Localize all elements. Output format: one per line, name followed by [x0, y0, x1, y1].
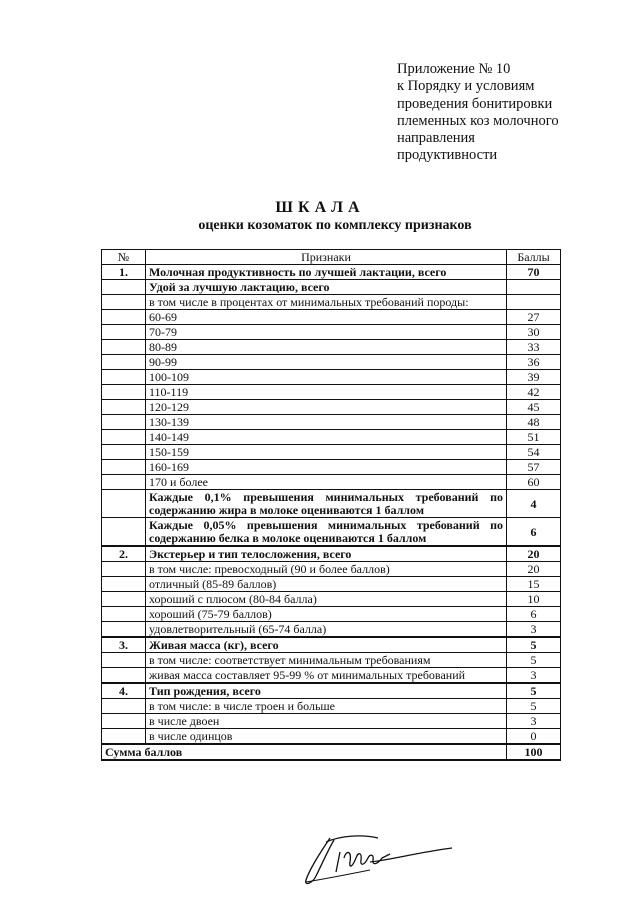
row-points: 0: [507, 729, 561, 745]
row-number: [102, 668, 146, 684]
table-row: [102, 280, 561, 295]
row-points: 30: [507, 325, 561, 340]
table-row: [102, 714, 561, 729]
table-row: [102, 622, 561, 638]
row-feature: 60-69: [146, 310, 507, 325]
table-row: [102, 729, 561, 745]
row-feature: Удой за лучшую лактацию, всего: [146, 280, 507, 295]
row-number: [102, 355, 146, 370]
row-feature: в числе одинцов: [146, 729, 507, 745]
row-feature: в том числе: превосходный (90 и более баллов): [146, 562, 507, 577]
row-number: [102, 653, 146, 668]
row-number: [102, 310, 146, 325]
row-feature: Экстерьер и тип телосложения, всего: [146, 546, 507, 562]
row-feature: Живая масса (кг), всего: [146, 637, 507, 653]
row-points: 39: [507, 370, 561, 385]
appendix-line: проведения бонитировки: [397, 95, 553, 112]
row-number: [102, 445, 146, 460]
row-number: [102, 325, 146, 340]
table-row: [102, 370, 561, 385]
row-points: 3: [507, 668, 561, 684]
row-points: 3: [507, 714, 561, 729]
row-points: 57: [507, 460, 561, 475]
row-feature: 80-89: [146, 340, 507, 355]
table-row: [102, 460, 561, 475]
row-feature: 130-139: [146, 415, 507, 430]
row-points: 20: [507, 546, 561, 562]
table-row: [102, 637, 561, 653]
row-points: 15: [507, 577, 561, 592]
row-number: [102, 475, 146, 490]
appendix-line: продуктивности: [397, 147, 498, 164]
row-points: 42: [507, 385, 561, 400]
row-points: 6: [507, 518, 561, 547]
row-feature: 90-99: [146, 355, 507, 370]
table-row: [102, 518, 561, 547]
table-row: [102, 310, 561, 325]
row-feature: Тип рождения, всего: [146, 683, 507, 699]
row-points: 48: [507, 415, 561, 430]
row-points: 51: [507, 430, 561, 445]
row-feature: живая масса составляет 95-99 % от минимальных требований: [146, 668, 507, 684]
table-header-row: [102, 250, 561, 265]
row-number: [102, 622, 146, 638]
table-row: [102, 577, 561, 592]
row-feature: 70-79: [146, 325, 507, 340]
row-number: [102, 415, 146, 430]
row-feature: Каждые 0,05% превышения минимальных требований по содержанию белка в молоке оцениваются 1 баллом: [146, 518, 507, 547]
row-points: 33: [507, 340, 561, 355]
row-feature: в числе двоен: [146, 714, 507, 729]
table-row: [102, 430, 561, 445]
row-points: 5: [507, 637, 561, 653]
row-number: [102, 400, 146, 415]
row-number: 1.: [102, 265, 146, 280]
row-points: 36: [507, 355, 561, 370]
table-row: [102, 445, 561, 460]
table-row: [102, 325, 561, 340]
row-points: 20: [507, 562, 561, 577]
row-points: 4: [507, 490, 561, 518]
header-points: Баллы: [507, 250, 561, 265]
row-number: [102, 295, 146, 310]
table-row: [102, 607, 561, 622]
row-feature: Каждые 0,1% превышения минимальных требований по содержанию жира в молоке оцениваются 1 баллом: [146, 490, 507, 518]
row-feature: хороший с плюсом (80-84 балла): [146, 592, 507, 607]
row-number: [102, 385, 146, 400]
row-number: [102, 460, 146, 475]
row-feature: в том числе: соответствует минимальным требованиям: [146, 653, 507, 668]
table-row: [102, 592, 561, 607]
row-number: 3.: [102, 637, 146, 653]
row-points: 5: [507, 653, 561, 668]
row-feature: 110-119: [146, 385, 507, 400]
row-points: 3: [507, 622, 561, 638]
row-number: [102, 370, 146, 385]
table-row: [102, 490, 561, 518]
row-points: 5: [507, 699, 561, 714]
row-number: [102, 714, 146, 729]
appendix-line: к Порядку и условиям: [397, 78, 535, 95]
row-feature: отличный (85-89 баллов): [146, 577, 507, 592]
scoring-table: [101, 249, 561, 761]
row-feature: в том числе: в числе троен и больше: [146, 699, 507, 714]
total-points: 100: [507, 744, 561, 760]
appendix-line: направления: [397, 130, 475, 147]
table-row: [102, 668, 561, 684]
table-row: [102, 355, 561, 370]
row-points: 10: [507, 592, 561, 607]
table-body: [102, 265, 561, 761]
appendix-note: [397, 61, 627, 165]
table-row: [102, 653, 561, 668]
row-points: [507, 280, 561, 295]
row-number: [102, 280, 146, 295]
header-number: №: [102, 250, 146, 265]
row-feature: 150-159: [146, 445, 507, 460]
row-number: [102, 430, 146, 445]
row-feature: хороший (75-79 баллов): [146, 607, 507, 622]
row-number: 4.: [102, 683, 146, 699]
header-features: Признаки: [146, 250, 507, 265]
table-row: [102, 385, 561, 400]
row-number: [102, 518, 146, 547]
row-points: 5: [507, 683, 561, 699]
row-number: [102, 699, 146, 714]
document-subtitle: оценки козоматок по комплексу признаков: [198, 218, 472, 233]
row-points: 54: [507, 445, 561, 460]
total-label: Сумма баллов: [102, 744, 507, 760]
row-feature: в том числе в процентах от минимальных требований породы:: [146, 295, 507, 310]
row-number: [102, 607, 146, 622]
table-row: [102, 400, 561, 415]
row-points: 70: [507, 265, 561, 280]
row-points: 45: [507, 400, 561, 415]
signature: [300, 828, 460, 890]
row-feature: Молочная продуктивность по лучшей лактации, всего: [146, 265, 507, 280]
table-row: [102, 475, 561, 490]
row-feature: 120-129: [146, 400, 507, 415]
row-feature: 170 и более: [146, 475, 507, 490]
row-number: [102, 340, 146, 355]
row-points: 27: [507, 310, 561, 325]
row-number: [102, 729, 146, 745]
row-feature: 160-169: [146, 460, 507, 475]
row-number: 2.: [102, 546, 146, 562]
table-row: [102, 340, 561, 355]
document-title: ШКАЛА: [275, 199, 365, 216]
row-feature: 100-109: [146, 370, 507, 385]
row-feature: 140-149: [146, 430, 507, 445]
row-points: 6: [507, 607, 561, 622]
row-number: [102, 562, 146, 577]
row-number: [102, 490, 146, 518]
row-feature: удовлетворительный (65-74 балла): [146, 622, 507, 638]
row-points: 60: [507, 475, 561, 490]
row-number: [102, 577, 146, 592]
table-row: [102, 699, 561, 714]
table-row: [102, 265, 561, 280]
table-row: [102, 562, 561, 577]
table-row: [102, 415, 561, 430]
total-row: [102, 744, 561, 760]
appendix-line: Приложение № 10: [397, 61, 511, 77]
table-row: [102, 546, 561, 562]
table-row: [102, 295, 561, 310]
appendix-line: племенных коз молочного: [397, 112, 559, 129]
table-row: [102, 683, 561, 699]
row-points: [507, 295, 561, 310]
row-number: [102, 592, 146, 607]
